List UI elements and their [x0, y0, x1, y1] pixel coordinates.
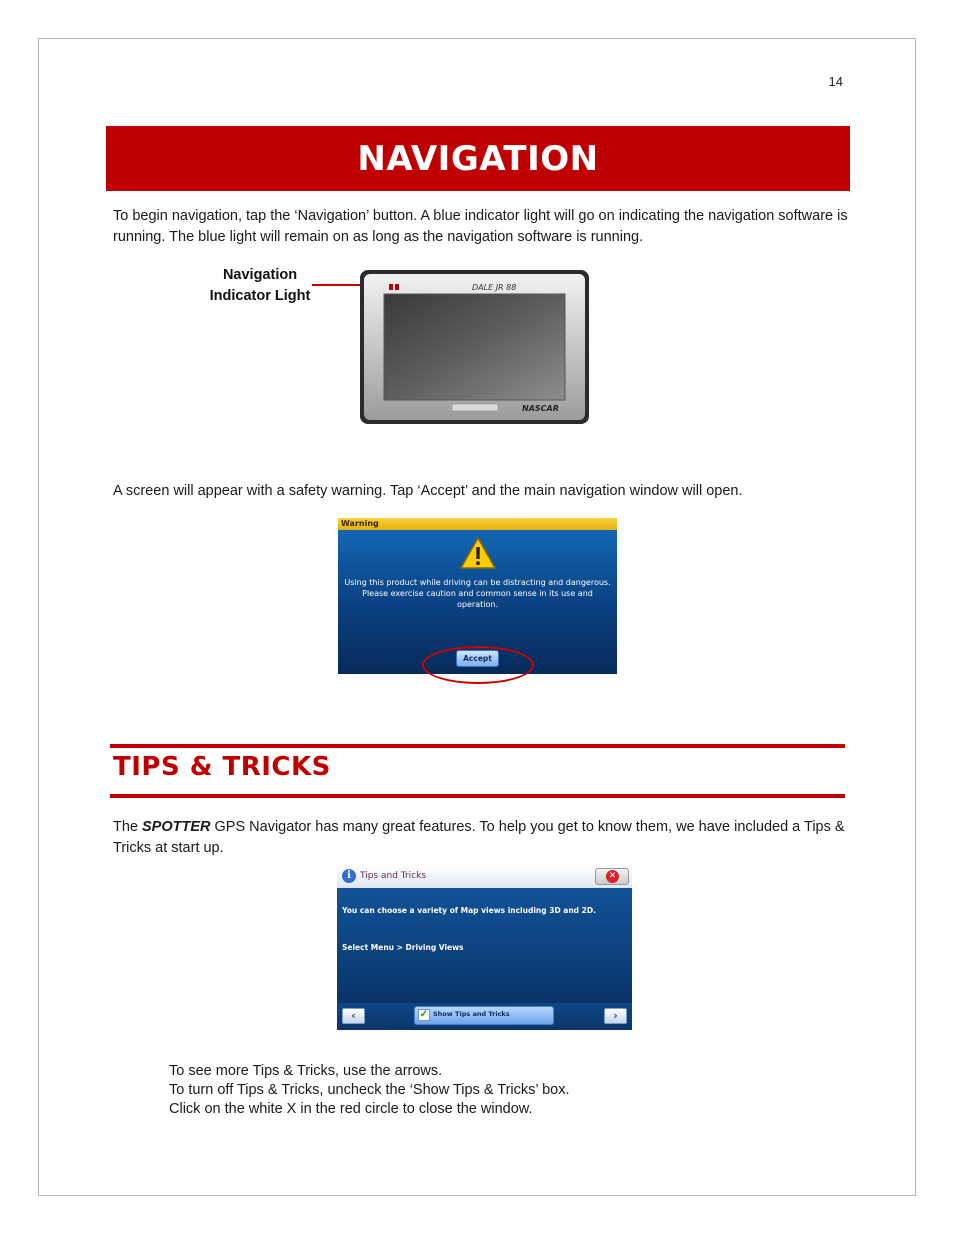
- gps-device-image: [360, 270, 589, 424]
- chevron-left-icon: ‹: [351, 1009, 356, 1022]
- navigation-heading: NAVIGATION: [106, 126, 850, 191]
- warning-triangle-icon: [459, 536, 497, 570]
- spotter-brand: SPOTTER: [142, 819, 211, 835]
- navigation-intro: To begin navigation, tap the ‘Navigation’ button. A blue indicator light will go on indicating the navigation software is running. The blue light will remain on as long as the navigation software is running.: [113, 208, 848, 245]
- tips-dialog-header: [337, 866, 632, 888]
- checkbox-checked-icon[interactable]: ✓: [419, 1009, 429, 1020]
- callout-line-1: Navigation: [222, 267, 298, 283]
- close-button[interactable]: [595, 868, 629, 885]
- tip-menu-path: Select Menu > Driving Views: [342, 943, 464, 952]
- tips-heading: TIPS & TRICKS: [113, 752, 331, 782]
- tips-intro: [113, 817, 848, 859]
- close-icon: ✕: [606, 870, 619, 883]
- accept-button[interactable]: Accept: [456, 650, 499, 667]
- callout-line-2: Indicator Light: [209, 288, 311, 304]
- instruction-close: Click on the white X in the red circle to close the window.: [169, 1101, 533, 1117]
- next-tip-button[interactable]: [604, 1008, 627, 1024]
- chevron-right-icon: ›: [613, 1009, 618, 1022]
- info-icon: i: [342, 869, 356, 883]
- warning-line-2: Please exercise caution and common sense in its use and operation.: [362, 589, 593, 609]
- warning-line-1: Using this product while driving can be distracting and dangerous.: [344, 578, 611, 587]
- warning-dialog-title: Warning: [341, 519, 379, 528]
- page-number: 14: [828, 74, 843, 89]
- tips-dialog-title: Tips and Tricks: [360, 871, 427, 881]
- tips-intro-post: GPS Navigator has many great features. To help you get to know them, we have included a Tips & Tricks at start up.: [113, 819, 845, 856]
- tip-text: You can choose a variety of Map views including 3D and 2D.: [342, 906, 596, 915]
- indicator-light-callout: [190, 265, 330, 307]
- device-brand: DALE JR 88: [472, 283, 517, 292]
- warning-intro: A screen will appear with a safety warning. Tap ‘Accept’ and the main navigation window will open.: [113, 483, 743, 499]
- nascar-logo: NASCAR: [522, 404, 559, 413]
- tips-top-rule: [110, 744, 845, 748]
- show-tips-label: Show Tips and Tricks: [433, 1010, 510, 1018]
- tips-intro-pre: The: [113, 819, 143, 835]
- tips-dialog: [337, 866, 632, 1030]
- warning-dialog: [338, 518, 617, 674]
- accept-highlight-ring: [422, 646, 534, 684]
- instruction-arrows: To see more Tips & Tricks, use the arrows.: [169, 1063, 443, 1079]
- tips-bottom-rule: [110, 794, 845, 798]
- instruction-uncheck: To turn off Tips & Tricks, uncheck the ‘Show Tips & Tricks’ box.: [169, 1082, 570, 1098]
- navigation-indicator-light: [389, 284, 393, 290]
- show-tips-toggle[interactable]: [414, 1006, 554, 1025]
- prev-tip-button[interactable]: [342, 1008, 365, 1024]
- warning-dialog-header: [338, 518, 617, 530]
